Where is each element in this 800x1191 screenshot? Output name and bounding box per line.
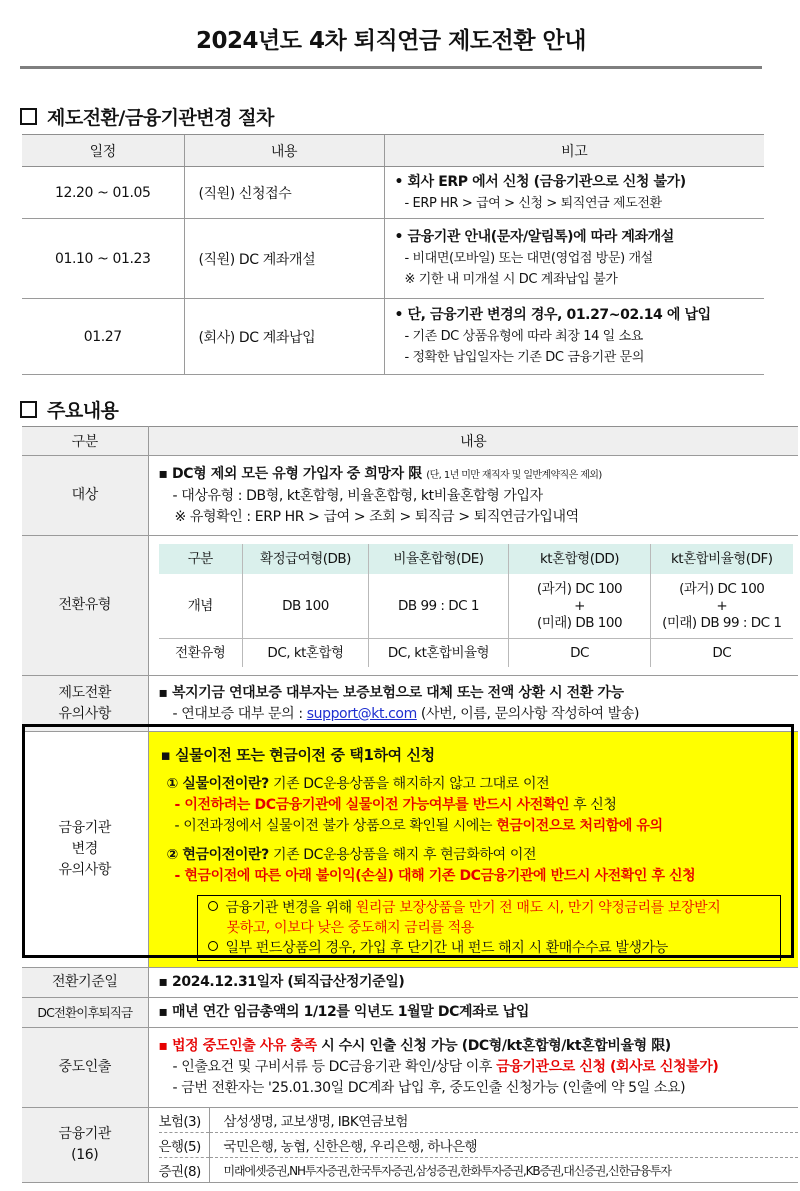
institution-kind: 보험(3) [159,1108,210,1133]
title-divider [20,66,762,69]
target-line3: ※ 유형확인 : ERP HR > 급여 > 조회 > 퇴직금 > 퇴직연금가입내역 [174,508,579,525]
main-heading [20,396,118,423]
procedure-note-main: • 단, 금융기관 변경의 경우, 01.27~02.14 에 납입 [394,307,711,323]
checkbox-square-icon [20,108,37,125]
procedure-date: 01.27 [22,299,184,375]
physical-transfer-line1-red: - 이전하려는 DC금융기관에 실물이전 가능여부를 반드시 사전확인 [174,796,570,813]
types-header: 비율혼합형(DE) [369,544,509,574]
col-header-category: 구분 [22,427,148,456]
procedure-note-main: • 금융기관 안내(문자/알림톡)에 따라 계좌개설 [394,229,674,245]
warning-line3-text: 일부 펀드상품의 경우, 가입 후 단기간 내 펀드 해지 시 환매수수료 발생가능 [225,939,668,956]
page-title: 2024년도 4차 퇴직연금 제도전환 안내 [196,28,586,54]
row-institution-change [22,732,798,968]
cash-transfer-warning-box [197,895,781,961]
types-header: kt혼합비율형(DF) [651,544,793,574]
col-header-notes: 비고 [384,135,764,167]
target-line2: - 대상유형 : DB형, kt혼합형, 비율혼합형, kt비율혼합형 가입자 [172,487,543,504]
category-withdrawal: 중도인출 [22,1028,148,1108]
institution-change-headline: ▪ 실물이전 또는 현금이전 중 택1하여 신청 [160,745,435,764]
procedure-notes [384,219,764,299]
types-concept-row [159,574,793,639]
cash-transfer-desc: 기존 DC운용상품을 해지 후 현금화하여 이전 [268,846,537,863]
after-dc-text: ▪ 매년 연간 임금총액의 1/12를 익년도 1월말 DC계좌로 납입 [148,998,798,1028]
procedure-heading-text: 제도전환/금융기관변경 절차 [47,107,274,129]
types-header: 구분 [159,544,243,574]
procedure-date: 12.20 ~ 01.05 [22,167,184,219]
caution-line2-pre: - 연대보증 대부 문의 : [172,705,307,722]
category-institutions: 금융기관 (16) [22,1108,148,1183]
base-date-text: ▪ 2024.12.31일자 (퇴직급산정기준일) [148,968,798,998]
procedure-note-sub: - ERP HR > 급여 > 신청 > 퇴직연금 제도전환 [404,195,662,211]
category-base-date: 전환기준일 [22,968,148,998]
warning-line3 [208,938,770,958]
types-cell: DB 100 [243,574,369,639]
row-after-dc [22,998,798,1028]
cash-transfer-line1: - 현금이전에 따른 아래 불이익(손실) 대해 기존 DC금융기관에 반드시 사전확인 후 신청 [174,867,696,884]
withdrawal-line2 [159,1057,799,1078]
withdrawal-line3: - 금번 전환자는 '25.01.30일 DC계좌 납입 후, 중도인출 신청가능 (인출에 약 5일 소요) [172,1080,686,1096]
procedure-content: (회사) DC 계좌납입 [184,299,384,375]
procedure-notes [384,299,764,375]
physical-transfer-title [161,774,799,795]
conversion-types-table [159,544,793,667]
types-cell: 개념 [159,574,243,639]
institution-change-body [149,739,799,961]
procedure-row [22,299,764,375]
target-line1-text: ▪ DC형 제외 모든 유형 가입자 중 희망자 限 [158,465,422,482]
institution-row [159,1133,799,1158]
physical-transfer-label: ① 실물이전이란? [166,775,269,792]
types-cell: 전환유형 [175,644,226,661]
procedure-note-sub: - 기존 DC 상품유형에 따라 최장 14 일 소요 [404,329,643,344]
category-after-dc: DC전환이후퇴직금 [22,998,148,1028]
caution-line2 [159,704,799,725]
warning-line1 [208,898,770,918]
physical-transfer-line1 [161,795,799,816]
procedure-heading [20,103,274,130]
types-header-row [159,544,793,574]
col-header-content: 내용 [148,427,798,456]
main-header-row [22,427,798,456]
withdrawal-line1 [159,1036,799,1057]
row-target [22,456,798,536]
category-conversion-caution: 제도전환 유의사항 [22,676,148,732]
procedure-notes [384,167,764,219]
institution-change-content [148,732,798,968]
category-conversion-types: 전환유형 [22,536,148,676]
target-line1 [159,464,799,486]
procedure-content: (직원) DC 계좌개설 [184,219,384,299]
row-withdrawal [22,1028,798,1108]
warning-line2: 못하고, 이보다 낮은 중도해지 금리를 적용 [226,919,474,936]
institution-list: 국민은행, 농협, 신한은행, 우리은행, 하나은행 [209,1133,798,1158]
conversion-types-content [148,536,798,676]
types-cell: (과거) DC 100 + (미래) DB 99 : DC 1 [651,574,793,639]
target-line1-note: (단, 1년 미만 재직자 및 일반계약직은 제외) [426,469,602,481]
types-header: kt혼합형(DD) [509,544,651,574]
procedure-note-main: • 회사 ERP 에서 신청 (금융기관으로 신청 불가) [394,173,686,190]
col-header-date: 일정 [22,135,184,167]
types-cell: DC [509,639,651,668]
caution-line1: ▪ 복지기금 연대보증 대부자는 보증보험으로 대체 또는 전액 상환 시 전환 가능 [158,684,624,701]
warning-line1-pre: 금융기관 변경을 위해 [225,899,356,916]
physical-transfer-line2 [161,816,799,837]
procedure-row [22,219,764,299]
procedure-table [22,134,764,375]
types-cell: DC, kt혼합형 [243,639,369,668]
physical-transfer-line1-post: 후 신청 [569,796,617,813]
circle-bullet-icon [208,901,218,911]
types-conversion-row [159,639,793,668]
procedure-content: (직원) 신청접수 [184,167,384,219]
row-conversion-caution [22,676,798,732]
conversion-caution-content [148,676,798,732]
institutions-content [148,1108,798,1183]
procedure-note-sub: - 정확한 납입일자는 기존 DC 금융기관 문의 [404,350,645,365]
cash-transfer-label: ② 현금이전이란? [166,846,269,863]
types-cell: DC [651,639,793,668]
institutions-table [159,1108,799,1182]
physical-transfer-line2-red: 현금이전으로 처리함에 유의 [496,817,663,834]
institution-list: 삼성생명, 교보생명, IBK연금보험 [209,1108,798,1133]
row-institutions [22,1108,798,1183]
institution-list: 미래에셋증권,NH투자증권,한국투자증권,삼성증권,한화투자증권,KB증권,대신증권,신한금융투자 [223,1163,671,1178]
procedure-header-row [22,135,764,167]
cash-transfer-title [161,845,799,866]
physical-transfer-desc: 기존 DC운용상품을 해지하지 않고 그대로 이전 [268,775,550,792]
category-institution-change: 금융기관 변경 유의사항 [22,732,148,968]
withdrawal-line1-red: ▪ 법정 중도인출 사유 충족 [158,1038,317,1054]
row-conversion-types [22,536,798,676]
withdrawal-line2-pre: - 인출요건 및 구비서류 등 DC금융기관 확인/상담 이후 [172,1059,497,1075]
types-cell: (과거) DC 100 + (미래) DB 100 [509,574,651,639]
procedure-row [22,167,764,219]
main-heading-text: 주요내용 [47,400,119,422]
types-header: 확정급여형(DB) [243,544,369,574]
target-content [148,456,798,536]
withdrawal-line2-red: 금융기관으로 신청 (회사로 신청불가) [496,1059,719,1075]
circle-bullet-icon [208,941,218,951]
caution-line2-post: (사번, 이름, 문의사항 작성하여 발송) [416,705,640,722]
warning-line1-red: 원리금 보장상품을 만기 전 매도 시, 만기 약정금리를 보장받지 [355,899,721,916]
category-target: 대상 [22,456,148,536]
types-cell: DB 99 : DC 1 [369,574,509,639]
procedure-date: 01.10 ~ 01.23 [22,219,184,299]
checkbox-square-icon [20,401,37,418]
physical-transfer-line2-pre: - 이전과정에서 실물이전 불가 상품으로 확인될 시에는 [174,817,497,834]
withdrawal-line1-post: 시 수시 인출 신청 가능 (DC형/kt혼합형/kt혼합비율형 限) [316,1038,671,1054]
institution-kind: 증권(8) [159,1158,210,1183]
withdrawal-content [148,1028,798,1108]
support-email-link[interactable]: support@kt.com [306,705,417,722]
institution-row [159,1108,799,1133]
col-header-content: 내용 [184,135,384,167]
main-table [22,426,798,1183]
types-cell: DC, kt혼합비율형 [369,639,509,668]
procedure-note-sub: - 비대면(모바일) 또는 대면(영업점 방문) 개설 [404,251,653,266]
row-base-date [22,968,798,998]
institution-row [159,1158,799,1183]
procedure-note-sub: ※ 기한 내 미개설 시 DC 계좌납입 불가 [404,272,618,287]
institution-kind: 은행(5) [159,1133,210,1158]
